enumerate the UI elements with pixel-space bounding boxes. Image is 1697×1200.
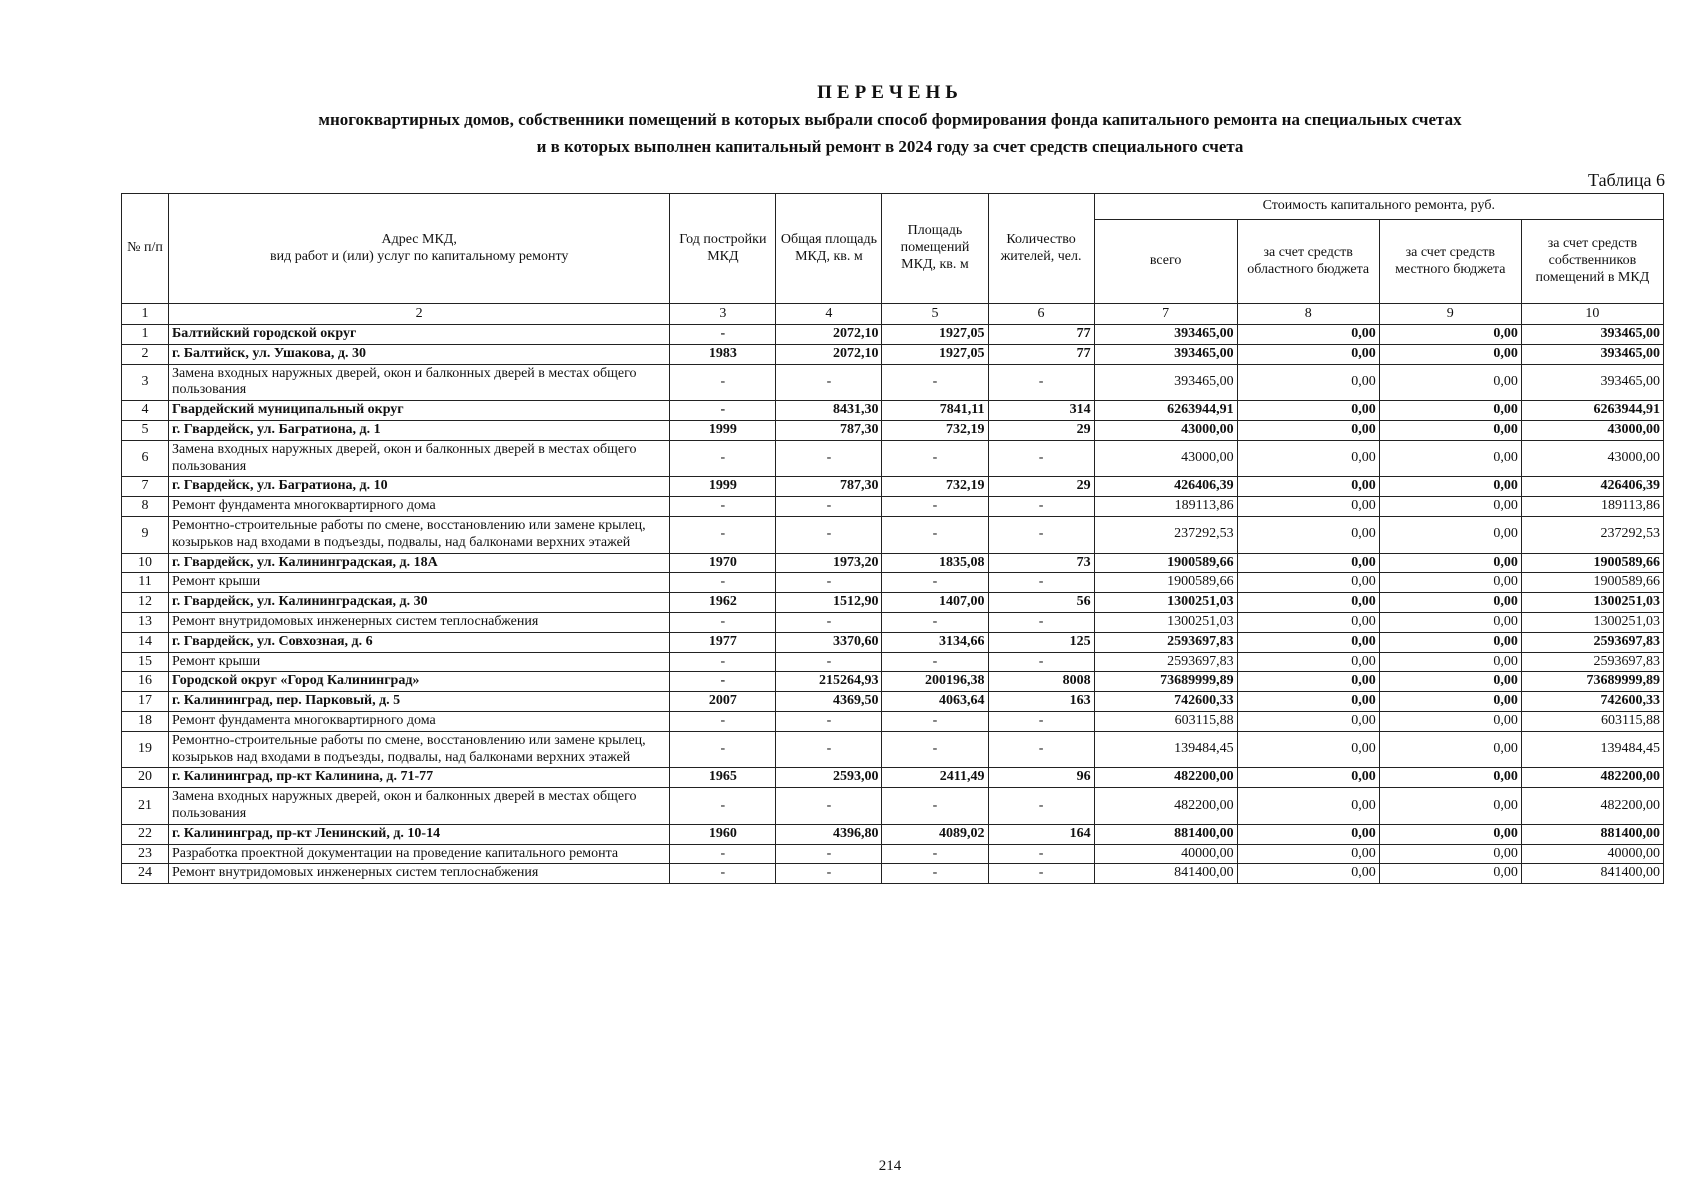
- year-cell: 1970: [670, 553, 776, 573]
- row-number: 10: [122, 553, 169, 573]
- premises-area-cell: 732,19: [882, 477, 988, 497]
- premises-area-cell: -: [882, 652, 988, 672]
- residents-cell: -: [988, 652, 1094, 672]
- cost-regional-cell: 0,00: [1237, 711, 1379, 731]
- premises-area-cell: 1407,00: [882, 593, 988, 613]
- header-cost-group: Стоимость капитального ремонта, руб.: [1094, 194, 1663, 220]
- table-row: [122, 593, 1664, 613]
- year-cell: -: [670, 497, 776, 517]
- table-row: [122, 477, 1664, 497]
- residents-cell: -: [988, 864, 1094, 884]
- table-row: [122, 420, 1664, 440]
- table-label: Таблица 6: [1588, 170, 1665, 190]
- cost-regional-cell: 0,00: [1237, 420, 1379, 440]
- year-cell: -: [670, 731, 776, 768]
- cost-local-cell: 0,00: [1379, 553, 1521, 573]
- document-subtitle-line-1: многоквартирных домов, собственники помещений в которых выбрали способ формирования фонда капитального ремонта на специальных счетах: [318, 110, 1462, 129]
- residents-cell: 56: [988, 593, 1094, 613]
- cost-total-cell: 393465,00: [1094, 344, 1237, 364]
- table-row: [122, 401, 1664, 421]
- premises-area-cell: -: [882, 788, 988, 825]
- cost-local-cell: 0,00: [1379, 864, 1521, 884]
- table-row: [122, 632, 1664, 652]
- row-number: 15: [122, 652, 169, 672]
- cost-owners-cell: 237292,53: [1521, 516, 1663, 553]
- total-area-cell: 215264,93: [776, 672, 882, 692]
- column-index-row: [122, 304, 1664, 325]
- residents-cell: -: [988, 844, 1094, 864]
- year-cell: -: [670, 844, 776, 864]
- row-number: 1: [122, 325, 169, 345]
- table-row: [122, 344, 1664, 364]
- cost-owners-cell: 189113,86: [1521, 497, 1663, 517]
- total-area-cell: -: [776, 516, 882, 553]
- total-area-cell: -: [776, 364, 882, 401]
- cost-regional-cell: 0,00: [1237, 325, 1379, 345]
- row-number: 19: [122, 731, 169, 768]
- total-area-cell: 1973,20: [776, 553, 882, 573]
- cost-regional-cell: 0,00: [1237, 612, 1379, 632]
- column-index-cell: 9: [1379, 304, 1521, 325]
- cost-owners-cell: 393465,00: [1521, 344, 1663, 364]
- address-cell: Ремонт крыши: [169, 652, 670, 672]
- address-cell: г. Калининград, пер. Парковый, д. 5: [169, 692, 670, 712]
- year-cell: 1977: [670, 632, 776, 652]
- column-index-cell: 7: [1094, 304, 1237, 325]
- table-row: [122, 553, 1664, 573]
- cost-total-cell: 1900589,66: [1094, 553, 1237, 573]
- premises-area-cell: 4089,02: [882, 824, 988, 844]
- cost-regional-cell: 0,00: [1237, 593, 1379, 613]
- address-cell: Ремонтно-строительные работы по смене, восстановлению или замене крылец, козырьков над входами в подъезды, подвалы, над балконами верхних этажей: [169, 516, 670, 553]
- cost-local-cell: 0,00: [1379, 420, 1521, 440]
- cost-total-cell: 393465,00: [1094, 364, 1237, 401]
- cost-owners-cell: 393465,00: [1521, 364, 1663, 401]
- column-index-cell: 8: [1237, 304, 1379, 325]
- header-year: Год постройки МКД: [670, 194, 776, 304]
- cost-total-cell: 603115,88: [1094, 711, 1237, 731]
- total-area-cell: -: [776, 652, 882, 672]
- row-number: 17: [122, 692, 169, 712]
- table-row: [122, 731, 1664, 768]
- residents-cell: 164: [988, 824, 1094, 844]
- cost-regional-cell: 0,00: [1237, 788, 1379, 825]
- year-cell: 1999: [670, 420, 776, 440]
- premises-area-cell: 7841,11: [882, 401, 988, 421]
- premises-area-cell: 1835,08: [882, 553, 988, 573]
- premises-area-cell: -: [882, 497, 988, 517]
- table-row: [122, 573, 1664, 593]
- row-number: 8: [122, 497, 169, 517]
- cost-total-cell: 393465,00: [1094, 325, 1237, 345]
- premises-area-cell: -: [882, 364, 988, 401]
- address-cell: Ремонтно-строительные работы по смене, восстановлению или замене крылец, козырьков над входами в подъезды, подвалы, над балконами верхних этажей: [169, 731, 670, 768]
- year-cell: 1962: [670, 593, 776, 613]
- residents-cell: -: [988, 497, 1094, 517]
- document-subtitle-line-2: и в которых выполнен капитальный ремонт в 2024 году за счет средств специального счета: [536, 137, 1244, 156]
- cost-owners-cell: 881400,00: [1521, 824, 1663, 844]
- premises-area-cell: -: [882, 711, 988, 731]
- address-cell: г. Гвардейск, ул. Совхозная, д. 6: [169, 632, 670, 652]
- cost-total-cell: 841400,00: [1094, 864, 1237, 884]
- cost-total-cell: 426406,39: [1094, 477, 1237, 497]
- row-number: 11: [122, 573, 169, 593]
- premises-area-cell: -: [882, 440, 988, 477]
- table-row: [122, 788, 1664, 825]
- address-cell: Ремонт внутридомовых инженерных систем теплоснабжения: [169, 612, 670, 632]
- residents-cell: -: [988, 731, 1094, 768]
- year-cell: -: [670, 573, 776, 593]
- premises-area-cell: 2411,49: [882, 768, 988, 788]
- total-area-cell: -: [776, 788, 882, 825]
- row-number: 7: [122, 477, 169, 497]
- address-cell: Ремонт внутридомовых инженерных систем теплоснабжения: [169, 864, 670, 884]
- total-area-cell: 2593,00: [776, 768, 882, 788]
- table-row: [122, 652, 1664, 672]
- residents-cell: 125: [988, 632, 1094, 652]
- row-number: 22: [122, 824, 169, 844]
- total-area-cell: -: [776, 573, 882, 593]
- cost-owners-cell: 1900589,66: [1521, 573, 1663, 593]
- year-cell: 1999: [670, 477, 776, 497]
- total-area-cell: 787,30: [776, 420, 882, 440]
- row-number: 6: [122, 440, 169, 477]
- cost-total-cell: 43000,00: [1094, 420, 1237, 440]
- total-area-cell: 4396,80: [776, 824, 882, 844]
- year-cell: -: [670, 864, 776, 884]
- row-number: 3: [122, 364, 169, 401]
- residents-cell: 73: [988, 553, 1094, 573]
- cost-local-cell: 0,00: [1379, 824, 1521, 844]
- cost-regional-cell: 0,00: [1237, 364, 1379, 401]
- residents-cell: 8008: [988, 672, 1094, 692]
- cost-total-cell: 1300251,03: [1094, 612, 1237, 632]
- total-area-cell: -: [776, 497, 882, 517]
- year-cell: 2007: [670, 692, 776, 712]
- address-cell: Городской округ «Город Калининград»: [169, 672, 670, 692]
- cost-regional-cell: 0,00: [1237, 731, 1379, 768]
- cost-total-cell: 40000,00: [1094, 844, 1237, 864]
- address-cell: г. Калининград, пр-кт Ленинский, д. 10-14: [169, 824, 670, 844]
- residents-cell: -: [988, 788, 1094, 825]
- cost-owners-cell: 43000,00: [1521, 420, 1663, 440]
- row-number: 18: [122, 711, 169, 731]
- header-cost-total: всего: [1094, 220, 1237, 304]
- cost-owners-cell: 43000,00: [1521, 440, 1663, 477]
- cost-owners-cell: 40000,00: [1521, 844, 1663, 864]
- row-number: 24: [122, 864, 169, 884]
- premises-area-cell: 200196,38: [882, 672, 988, 692]
- cost-local-cell: 0,00: [1379, 573, 1521, 593]
- total-area-cell: 8431,30: [776, 401, 882, 421]
- premises-area-cell: -: [882, 731, 988, 768]
- cost-owners-cell: 73689999,89: [1521, 672, 1663, 692]
- year-cell: -: [670, 364, 776, 401]
- premises-area-cell: -: [882, 612, 988, 632]
- cost-local-cell: 0,00: [1379, 593, 1521, 613]
- header-residents: Количество жителей, чел.: [988, 194, 1094, 304]
- header-num: № п/п: [122, 194, 169, 304]
- cost-local-cell: 0,00: [1379, 401, 1521, 421]
- year-cell: -: [670, 711, 776, 731]
- year-cell: 1960: [670, 824, 776, 844]
- premises-area-cell: -: [882, 573, 988, 593]
- table-row: [122, 364, 1664, 401]
- row-number: 5: [122, 420, 169, 440]
- cost-local-cell: 0,00: [1379, 612, 1521, 632]
- residents-cell: -: [988, 711, 1094, 731]
- cost-total-cell: 6263944,91: [1094, 401, 1237, 421]
- cost-local-cell: 0,00: [1379, 516, 1521, 553]
- residents-cell: -: [988, 516, 1094, 553]
- column-index-cell: 10: [1521, 304, 1663, 325]
- cost-regional-cell: 0,00: [1237, 824, 1379, 844]
- address-cell: г. Гвардейск, ул. Багратиона, д. 10: [169, 477, 670, 497]
- premises-area-cell: 1927,05: [882, 344, 988, 364]
- header-cost-local: за счет средств местного бюджета: [1379, 220, 1521, 304]
- cost-regional-cell: 0,00: [1237, 573, 1379, 593]
- residents-cell: 29: [988, 420, 1094, 440]
- residents-cell: 96: [988, 768, 1094, 788]
- address-cell: Разработка проектной документации на проведение капитального ремонта: [169, 844, 670, 864]
- column-index-cell: 1: [122, 304, 169, 325]
- residents-cell: -: [988, 573, 1094, 593]
- total-area-cell: -: [776, 612, 882, 632]
- address-cell: Ремонт крыши: [169, 573, 670, 593]
- cost-regional-cell: 0,00: [1237, 344, 1379, 364]
- premises-area-cell: -: [882, 864, 988, 884]
- cost-regional-cell: 0,00: [1237, 864, 1379, 884]
- document-title: ПЕРЕЧЕНЬ: [817, 82, 963, 103]
- cost-owners-cell: 603115,88: [1521, 711, 1663, 731]
- cost-owners-cell: 2593697,83: [1521, 652, 1663, 672]
- year-cell: -: [670, 612, 776, 632]
- header-premises-area: Площадь помещений МКД, кв. м: [882, 194, 988, 304]
- cost-owners-cell: 393465,00: [1521, 325, 1663, 345]
- row-number: 21: [122, 788, 169, 825]
- header-total-area: Общая площадь МКД, кв. м: [776, 194, 882, 304]
- cost-regional-cell: 0,00: [1237, 844, 1379, 864]
- houses-table: [121, 193, 1664, 884]
- table-row: [122, 864, 1664, 884]
- residents-cell: -: [988, 440, 1094, 477]
- table-row: [122, 516, 1664, 553]
- address-cell: г. Балтийск, ул. Ушакова, д. 30: [169, 344, 670, 364]
- cost-total-cell: 189113,86: [1094, 497, 1237, 517]
- table-row: [122, 692, 1664, 712]
- year-cell: -: [670, 672, 776, 692]
- cost-owners-cell: 426406,39: [1521, 477, 1663, 497]
- row-number: 14: [122, 632, 169, 652]
- total-area-cell: 3370,60: [776, 632, 882, 652]
- premises-area-cell: 4063,64: [882, 692, 988, 712]
- table-row: [122, 325, 1664, 345]
- cost-local-cell: 0,00: [1379, 768, 1521, 788]
- column-index-cell: 6: [988, 304, 1094, 325]
- table-row: [122, 768, 1664, 788]
- residents-cell: 77: [988, 344, 1094, 364]
- year-cell: 1983: [670, 344, 776, 364]
- cost-total-cell: 73689999,89: [1094, 672, 1237, 692]
- premises-area-cell: 732,19: [882, 420, 988, 440]
- cost-owners-cell: 1300251,03: [1521, 593, 1663, 613]
- cost-local-cell: 0,00: [1379, 325, 1521, 345]
- total-area-cell: -: [776, 731, 882, 768]
- total-area-cell: -: [776, 864, 882, 884]
- cost-local-cell: 0,00: [1379, 731, 1521, 768]
- total-area-cell: 2072,10: [776, 344, 882, 364]
- table-row: [122, 497, 1664, 517]
- page-number: 214: [878, 1158, 902, 1174]
- total-area-cell: -: [776, 844, 882, 864]
- cost-owners-cell: 6263944,91: [1521, 401, 1663, 421]
- residents-cell: 314: [988, 401, 1094, 421]
- table-row: [122, 672, 1664, 692]
- address-cell: г. Гвардейск, ул. Багратиона, д. 1: [169, 420, 670, 440]
- address-cell: Гвардейский муниципальный округ: [169, 401, 670, 421]
- address-cell: г. Гвардейск, ул. Калининградская, д. 18А: [169, 553, 670, 573]
- cost-local-cell: 0,00: [1379, 344, 1521, 364]
- cost-local-cell: 0,00: [1379, 364, 1521, 401]
- address-cell: г. Калининград, пр-кт Калинина, д. 71-77: [169, 768, 670, 788]
- address-cell: Ремонт фундамента многоквартирного дома: [169, 497, 670, 517]
- cost-total-cell: 482200,00: [1094, 768, 1237, 788]
- cost-regional-cell: 0,00: [1237, 516, 1379, 553]
- row-number: 16: [122, 672, 169, 692]
- premises-area-cell: 1927,05: [882, 325, 988, 345]
- cost-total-cell: 742600,33: [1094, 692, 1237, 712]
- residents-cell: 77: [988, 325, 1094, 345]
- address-cell: Замена входных наружных дверей, окон и балконных дверей в местах общего пользования: [169, 440, 670, 477]
- address-cell: Балтийский городской округ: [169, 325, 670, 345]
- cost-owners-cell: 742600,33: [1521, 692, 1663, 712]
- premises-area-cell: 3134,66: [882, 632, 988, 652]
- total-area-cell: 4369,50: [776, 692, 882, 712]
- year-cell: -: [670, 325, 776, 345]
- table-row: [122, 711, 1664, 731]
- cost-regional-cell: 0,00: [1237, 553, 1379, 573]
- cost-regional-cell: 0,00: [1237, 477, 1379, 497]
- cost-local-cell: 0,00: [1379, 477, 1521, 497]
- address-cell: Ремонт фундамента многоквартирного дома: [169, 711, 670, 731]
- residents-cell: 29: [988, 477, 1094, 497]
- cost-local-cell: 0,00: [1379, 440, 1521, 477]
- row-number: 20: [122, 768, 169, 788]
- cost-local-cell: 0,00: [1379, 788, 1521, 825]
- residents-cell: 163: [988, 692, 1094, 712]
- cost-owners-cell: 1900589,66: [1521, 553, 1663, 573]
- cost-owners-cell: 841400,00: [1521, 864, 1663, 884]
- cost-local-cell: 0,00: [1379, 844, 1521, 864]
- row-number: 23: [122, 844, 169, 864]
- cost-total-cell: 1900589,66: [1094, 573, 1237, 593]
- year-cell: -: [670, 652, 776, 672]
- row-number: 12: [122, 593, 169, 613]
- address-cell: Замена входных наружных дверей, окон и балконных дверей в местах общего пользования: [169, 788, 670, 825]
- residents-cell: -: [988, 612, 1094, 632]
- column-index-cell: 2: [169, 304, 670, 325]
- cost-owners-cell: 2593697,83: [1521, 632, 1663, 652]
- total-area-cell: 1512,90: [776, 593, 882, 613]
- year-cell: -: [670, 440, 776, 477]
- column-index-cell: 3: [670, 304, 776, 325]
- cost-regional-cell: 0,00: [1237, 632, 1379, 652]
- cost-owners-cell: 482200,00: [1521, 788, 1663, 825]
- cost-total-cell: 881400,00: [1094, 824, 1237, 844]
- cost-regional-cell: 0,00: [1237, 401, 1379, 421]
- column-index-cell: 4: [776, 304, 882, 325]
- cost-owners-cell: 139484,45: [1521, 731, 1663, 768]
- premises-area-cell: -: [882, 516, 988, 553]
- row-number: 9: [122, 516, 169, 553]
- total-area-cell: 2072,10: [776, 325, 882, 345]
- cost-total-cell: 482200,00: [1094, 788, 1237, 825]
- year-cell: -: [670, 516, 776, 553]
- cost-local-cell: 0,00: [1379, 692, 1521, 712]
- table-row: [122, 824, 1664, 844]
- address-cell: Замена входных наружных дверей, окон и балконных дверей в местах общего пользования: [169, 364, 670, 401]
- cost-total-cell: 2593697,83: [1094, 632, 1237, 652]
- header-address: Адрес МКД, вид работ и (или) услуг по капитальному ремонту: [169, 194, 670, 304]
- residents-cell: -: [988, 364, 1094, 401]
- row-number: 13: [122, 612, 169, 632]
- cost-total-cell: 1300251,03: [1094, 593, 1237, 613]
- year-cell: -: [670, 788, 776, 825]
- table-row: [122, 440, 1664, 477]
- address-cell: г. Гвардейск, ул. Калининградская, д. 30: [169, 593, 670, 613]
- row-number: 2: [122, 344, 169, 364]
- cost-total-cell: 43000,00: [1094, 440, 1237, 477]
- year-cell: 1965: [670, 768, 776, 788]
- cost-local-cell: 0,00: [1379, 497, 1521, 517]
- cost-regional-cell: 0,00: [1237, 440, 1379, 477]
- premises-area-cell: -: [882, 844, 988, 864]
- cost-regional-cell: 0,00: [1237, 652, 1379, 672]
- table-row: [122, 844, 1664, 864]
- cost-regional-cell: 0,00: [1237, 768, 1379, 788]
- row-number: 4: [122, 401, 169, 421]
- cost-total-cell: 237292,53: [1094, 516, 1237, 553]
- cost-regional-cell: 0,00: [1237, 692, 1379, 712]
- header-cost-owners: за счет средств собственников помещений в МКД: [1521, 220, 1663, 304]
- total-area-cell: -: [776, 711, 882, 731]
- cost-local-cell: 0,00: [1379, 652, 1521, 672]
- total-area-cell: 787,30: [776, 477, 882, 497]
- cost-regional-cell: 0,00: [1237, 672, 1379, 692]
- cost-local-cell: 0,00: [1379, 632, 1521, 652]
- cost-total-cell: 139484,45: [1094, 731, 1237, 768]
- cost-owners-cell: 1300251,03: [1521, 612, 1663, 632]
- cost-owners-cell: 482200,00: [1521, 768, 1663, 788]
- column-index-cell: 5: [882, 304, 988, 325]
- year-cell: -: [670, 401, 776, 421]
- cost-total-cell: 2593697,83: [1094, 652, 1237, 672]
- cost-local-cell: 0,00: [1379, 672, 1521, 692]
- table-row: [122, 612, 1664, 632]
- header-cost-regional: за счет средств областного бюджета: [1237, 220, 1379, 304]
- cost-local-cell: 0,00: [1379, 711, 1521, 731]
- cost-regional-cell: 0,00: [1237, 497, 1379, 517]
- total-area-cell: -: [776, 440, 882, 477]
